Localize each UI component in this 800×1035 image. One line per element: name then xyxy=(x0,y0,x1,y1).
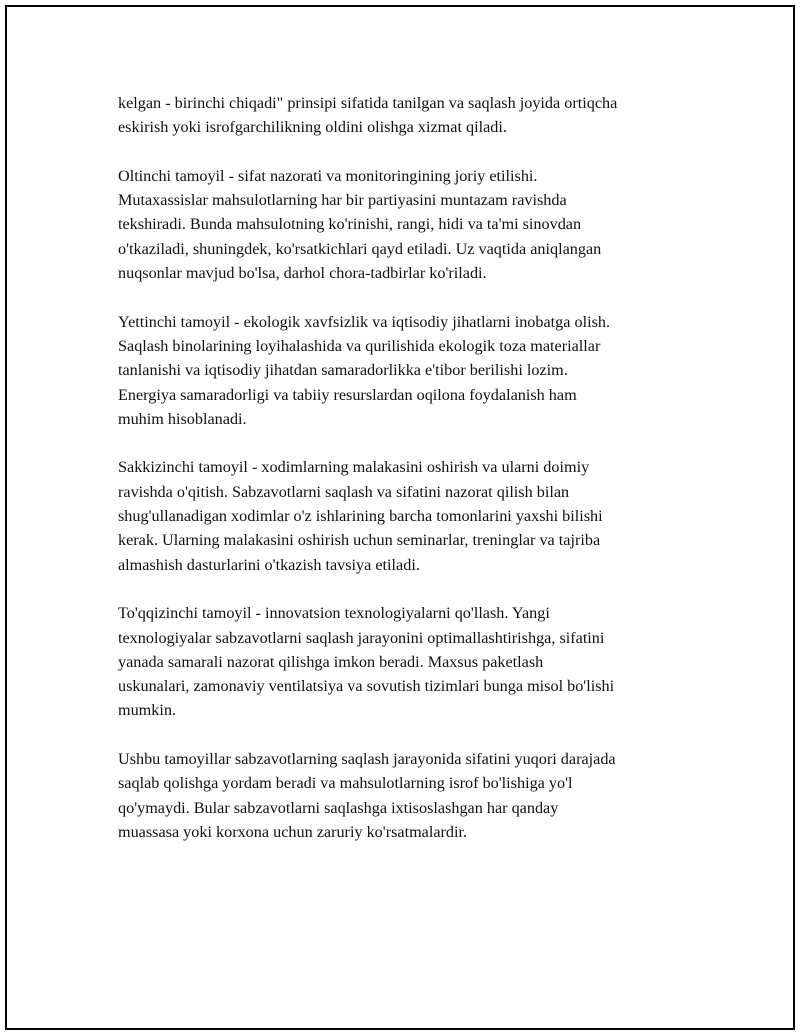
text-line: uskunalari, zamonaviy ventilatsiya va sovutish tizimlari bunga misol bo'lishi xyxy=(118,677,615,696)
text-line: muhim hisoblanadi. xyxy=(118,409,247,428)
text-line: nuqsonlar mavjud bo'lsa, darhol chora-tadbirlar ko'riladi. xyxy=(118,264,487,283)
text-line: Mutaxassislar mahsulotlarning har bir partiyasini muntazam ravishda xyxy=(118,191,567,210)
text-line: yanada samarali nazorat qilishga imkon beradi. Maxsus paketlash xyxy=(118,652,544,671)
text-line: Yettinchi tamoyil - ekologik xavfsizlik va iqtisodiy jihatlarni inobatga olish. xyxy=(118,312,611,331)
paragraph-principle-6 xyxy=(118,164,698,285)
text-line: almashish dasturlarini o'tkazish tavsiya etiladi. xyxy=(118,555,420,574)
text-line: Oltinchi tamoyil - sifat nazorati va monitoringining joriy etilishi. xyxy=(118,166,538,185)
text-line: mumkin. xyxy=(118,701,177,720)
document-body xyxy=(118,91,698,869)
text-line: Sakkizinchi tamoyil - xodimlarning malakasini oshirish va ularni doimiy xyxy=(118,458,590,477)
paragraph-principle-7 xyxy=(118,310,698,431)
paragraph-principle-8 xyxy=(118,455,698,576)
text-line: kerak. Ularning malakasini oshirish uchun seminarlar, treninglar va tajriba xyxy=(118,531,601,550)
text-line: o'tkaziladi, shuningdek, ko'rsatkichlari qayd etiladi. Uz vaqtida aniqlangan xyxy=(118,239,602,258)
text-line: qo'ymaydi. Bular sabzavotlarni saqlashga ixtisoslashgan har qanday xyxy=(118,798,559,817)
text-line: Ushbu tamoyillar sabzavotlarning saqlash jarayonida sifatini yuqori darajada xyxy=(118,750,616,769)
text-line: tanlanishi va iqtisodiy jihatdan samaradorlikka e'tibor berilishi lozim. xyxy=(118,361,568,380)
text-line: kelgan - birinchi chiqadi" prinsipi sifatida tanilgan va saqlash joyida ortiqcha xyxy=(118,94,618,112)
paragraph-continuation xyxy=(118,91,698,140)
text-line: To'qqizinchi tamoyil - innovatsion texnologiyalarni qo'llash. Yangi xyxy=(118,604,550,623)
text-line: saqlab qolishga yordam beradi va mahsulotlarning isrof bo'lishiga yo'l xyxy=(118,774,573,793)
text-line: Energiya samaradorligi va tabiiy resurslardan oqilona foydalanish ham xyxy=(118,385,577,404)
paragraph-principle-9 xyxy=(118,601,698,722)
text-line: ravishda o'qitish. Sabzavotlarni saqlash va sifatini nazorat qilish bilan xyxy=(118,482,570,501)
text-line: tekshiradi. Bunda mahsulotning ko'rinishi, rangi, hidi va ta'mi sinovdan xyxy=(118,215,582,234)
text-line: eskirish yoki isrofgarchilikning oldini olishga xizmat qiladi. xyxy=(118,118,507,137)
text-line: muassasa yoki korxona uchun zaruriy ko'rsatmalardir. xyxy=(118,822,468,841)
paragraph-conclusion xyxy=(118,747,698,844)
text-line: shug'ullanadigan xodimlar o'z ishlarining barcha tomonlarini yaxshi bilishi xyxy=(118,507,603,526)
text-line: Saqlash binolarining loyihalashida va qurilishida ekologik toza materiallar xyxy=(118,336,601,355)
text-line: texnologiyalar sabzavotlarni saqlash jarayonini optimallashtirishga, sifatini xyxy=(118,628,605,647)
